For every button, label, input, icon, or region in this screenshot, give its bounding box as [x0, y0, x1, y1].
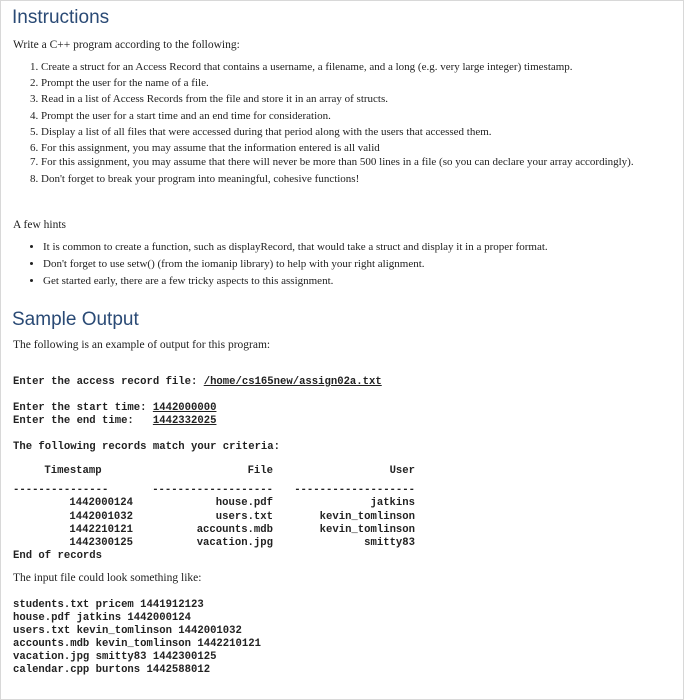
row-timestamp: 1442210121: [69, 523, 133, 536]
prompt-start-label: Enter the start time:: [13, 402, 153, 414]
step-item: 6. For this assignment, you may assume that the information entered is all valid: [41, 140, 681, 156]
row-timestamp: 1442000124: [69, 497, 133, 510]
prompt-start-line: [13, 402, 216, 415]
row-file: house.pdf: [215, 497, 273, 510]
dash-file: -------------------: [152, 484, 273, 497]
step-item: 1. Create a struct for an Access Record that contains a username, a filename, and a long (e.g. very large integer) timestamp.: [41, 59, 681, 75]
table-row: [13, 497, 415, 510]
input-file-intro: The input file could look something like:: [13, 572, 202, 584]
table-end-row: [13, 550, 415, 563]
end-of-records: End of records: [13, 550, 103, 563]
step-item: 8. Don't forget to break your program into meaningful, cohesive functions!: [41, 171, 681, 187]
header-file: File: [247, 465, 273, 477]
table-header-row: [13, 465, 415, 478]
hints-list: [13, 239, 683, 290]
dash-timestamp: ---------------: [13, 484, 109, 497]
match-text: The following records match your criteria:: [13, 441, 281, 453]
row-user: smitty83: [364, 537, 415, 550]
prompt-file-value: /home/cs165new/assign02a.txt: [203, 376, 382, 388]
table-row: [13, 511, 415, 524]
row-user: kevin_tomlinson: [319, 510, 415, 523]
sample-intro: The following is an example of output for this program:: [13, 339, 271, 351]
hint-item: • Get started early, there are a few tricky aspects to this assignment.: [43, 273, 683, 290]
input-line: vacation.jpg smitty83 1442300125: [13, 651, 217, 663]
input-line: calendar.cpp burtons 1442588012: [13, 664, 211, 676]
step-item: 3. Read in a list of Access Records from the file and store it in an array of structs.: [41, 91, 681, 107]
row-user: jatkins: [370, 497, 415, 510]
input-line: accounts.mdb kevin_tomlinson 1442210121: [13, 638, 261, 650]
table-dash-row: [13, 484, 415, 497]
sample-output-heading: Sample Output: [12, 309, 139, 330]
row-timestamp: 1442300125: [69, 537, 133, 550]
prompt-end-line: [13, 415, 216, 428]
prompt-start-value: 1442000000: [152, 402, 217, 414]
row-timestamp: 1442001032: [69, 510, 133, 523]
row-file: vacation.jpg: [196, 537, 273, 550]
step-item: 7. For this assignment, you may assume that there will never be more than 500 lines in a file (so you can declare your array accordingly).: [41, 156, 681, 171]
row-user: kevin_tomlinson: [319, 523, 415, 536]
prompt-end-label: Enter the end time:: [13, 415, 141, 427]
header-user: User: [389, 465, 415, 477]
input-line: users.txt kevin_tomlinson 1442001032: [13, 625, 242, 637]
step-item: 2. Prompt the user for the name of a file.: [41, 75, 681, 91]
step-item: 4. Prompt the user for a start time and an end time for consideration.: [41, 108, 681, 124]
hint-item: • It is common to create a function, such as displayRecord, that would take a struct and display it in a proper format.: [43, 239, 683, 256]
row-file: users.txt: [215, 510, 273, 523]
records-table: [13, 465, 415, 563]
prompt-file-line: [13, 376, 382, 389]
step-item: 5. Display a list of all files that were accessed during that period along with the users that accessed them.: [41, 124, 681, 140]
prompt-end-value: 1442332025: [152, 415, 217, 427]
table-row: [13, 537, 415, 550]
table-row: [13, 524, 415, 537]
row-file: accounts.mdb: [196, 523, 273, 536]
dash-user: -------------------: [294, 484, 415, 497]
input-line: house.pdf jatkins 1442000124: [13, 612, 192, 624]
prompt-file-label: Enter the access record file:: [13, 376, 204, 388]
instructions-intro: Write a C++ program according to the following:: [13, 39, 240, 51]
instructions-steps-list: [13, 59, 681, 187]
hint-item: • Don't forget to use setw() (from the iomanip library) to help with your right alignment.: [43, 256, 683, 273]
header-timestamp: Timestamp: [44, 465, 102, 477]
input-line: students.txt pricem 1441912123: [13, 599, 204, 611]
hints-heading: A few hints: [13, 219, 67, 231]
instructions-heading: Instructions: [12, 7, 110, 28]
